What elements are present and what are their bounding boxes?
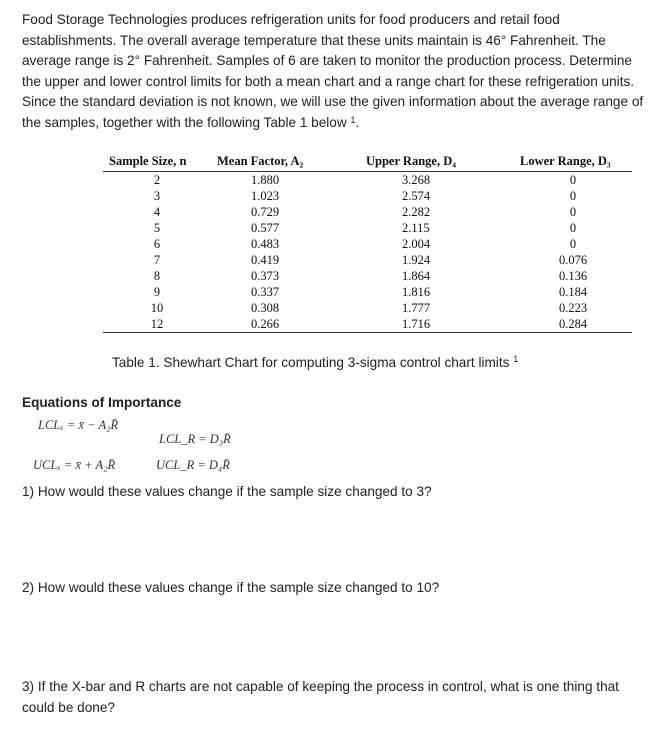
table-row bbox=[103, 268, 632, 284]
cell-d3: 0 bbox=[569, 237, 577, 251]
cell-n: 4 bbox=[153, 205, 161, 219]
cell-n: 3 bbox=[153, 189, 161, 203]
cell-d4: 3.268 bbox=[402, 173, 431, 187]
cell-d3: 0 bbox=[569, 173, 577, 187]
cell-d4: 2.115 bbox=[402, 221, 430, 235]
table-caption bbox=[112, 355, 518, 370]
cell-a2: 1.023 bbox=[251, 189, 280, 203]
equation-lcl-x: LCLₓ = x̄ − A₂R̄ bbox=[38, 418, 119, 432]
cell-d4: 2.004 bbox=[402, 237, 431, 251]
table-row bbox=[103, 236, 632, 252]
cell-n: 7 bbox=[153, 253, 161, 267]
equation-lcl-r: LCL_R = D₃R̄ bbox=[159, 432, 231, 446]
cell-a2: 0.337 bbox=[251, 285, 280, 299]
intro-text: Food Storage Technologies produces refrigeration units for food producers and retail food establishments. The overall average temperature that these units maintain is 46° Fahrenheit. The average range is 2° Fahrenheit. Samples of 6 are taken to monitor the production process. Determine the upper and lower control limits for both a mean chart and a range chart for these refrigeration units. Since the standard deviation is not known, we will use the given information about the average range of the samples, together with the following Table 1 below bbox=[22, 12, 644, 130]
table-row bbox=[103, 300, 632, 316]
cell-a2: 0.373 bbox=[251, 269, 280, 283]
header-upper-range: Upper Range, D₄ bbox=[360, 152, 514, 172]
caption-footnote: 1 bbox=[513, 354, 519, 364]
cell-d4: 1.716 bbox=[360, 316, 514, 333]
table-row bbox=[103, 220, 632, 236]
cell-d3: 0.184 bbox=[558, 285, 588, 299]
cell-d4: 1.816 bbox=[402, 285, 431, 299]
cell-n: 6 bbox=[153, 237, 161, 251]
cell-d3: 0.136 bbox=[558, 269, 588, 283]
cell-n: 2 bbox=[153, 173, 161, 187]
equations-heading: Equations of Importance bbox=[22, 395, 182, 410]
table-row bbox=[103, 316, 632, 333]
cell-a2: 0.729 bbox=[251, 205, 280, 219]
question-2: 2) How would these values change if the sample size changed to 10? bbox=[22, 580, 440, 595]
cell-d3: 0 bbox=[569, 221, 577, 235]
table-row bbox=[103, 252, 632, 268]
equation-ucl-x: UCLₓ = x̄ + A₂R̄ bbox=[33, 458, 116, 472]
cell-d4: 1.864 bbox=[402, 269, 431, 283]
intro-footnote: 1 bbox=[350, 114, 356, 125]
question-3: 3) If the X-bar and R charts are not capable of keeping the process in control, what is one thing that could be done? bbox=[22, 679, 619, 715]
table-row bbox=[103, 204, 632, 220]
equation-ucl-r: UCL_R = D₄R̄ bbox=[156, 458, 230, 472]
cell-d3: 0.223 bbox=[558, 301, 588, 315]
cell-n: 5 bbox=[153, 221, 161, 235]
header-sample-size: Sample Size, n bbox=[103, 152, 211, 172]
cell-n: 12 bbox=[103, 316, 211, 333]
cell-d3: 0 bbox=[569, 205, 577, 219]
table-header-row bbox=[103, 152, 632, 172]
cell-a2: 0.308 bbox=[251, 301, 280, 315]
cell-a2: 0.266 bbox=[211, 316, 360, 333]
question-1: 1) How would these values change if the sample size changed to 3? bbox=[22, 484, 432, 499]
cell-a2: 0.577 bbox=[251, 221, 280, 235]
cell-n: 8 bbox=[153, 269, 161, 283]
problem-intro bbox=[22, 10, 652, 134]
cell-d3: 0 bbox=[569, 189, 577, 203]
cell-d4: 1.924 bbox=[402, 253, 431, 267]
cell-a2: 1.880 bbox=[251, 173, 280, 187]
cell-d4: 1.777 bbox=[402, 301, 431, 315]
cell-d3: 0.076 bbox=[558, 253, 588, 267]
cell-d4: 2.574 bbox=[402, 189, 431, 203]
header-lower-range: Lower Range, D₃ bbox=[514, 152, 632, 172]
caption-text: Table 1. Shewhart Chart for computing 3-sigma control chart limits bbox=[112, 355, 510, 370]
intro-end: . bbox=[355, 114, 360, 130]
table-row bbox=[103, 188, 632, 204]
cell-a2: 0.419 bbox=[251, 253, 280, 267]
cell-n: 10 bbox=[150, 301, 164, 315]
table-row bbox=[103, 284, 632, 300]
table-row bbox=[103, 172, 632, 189]
shewhart-table bbox=[103, 152, 632, 333]
cell-d4: 2.282 bbox=[402, 205, 431, 219]
header-mean-factor: Mean Factor, A₂ bbox=[211, 152, 360, 172]
cell-n: 9 bbox=[153, 285, 161, 299]
cell-d3: 0.284 bbox=[514, 316, 632, 333]
cell-a2: 0.483 bbox=[251, 237, 280, 251]
